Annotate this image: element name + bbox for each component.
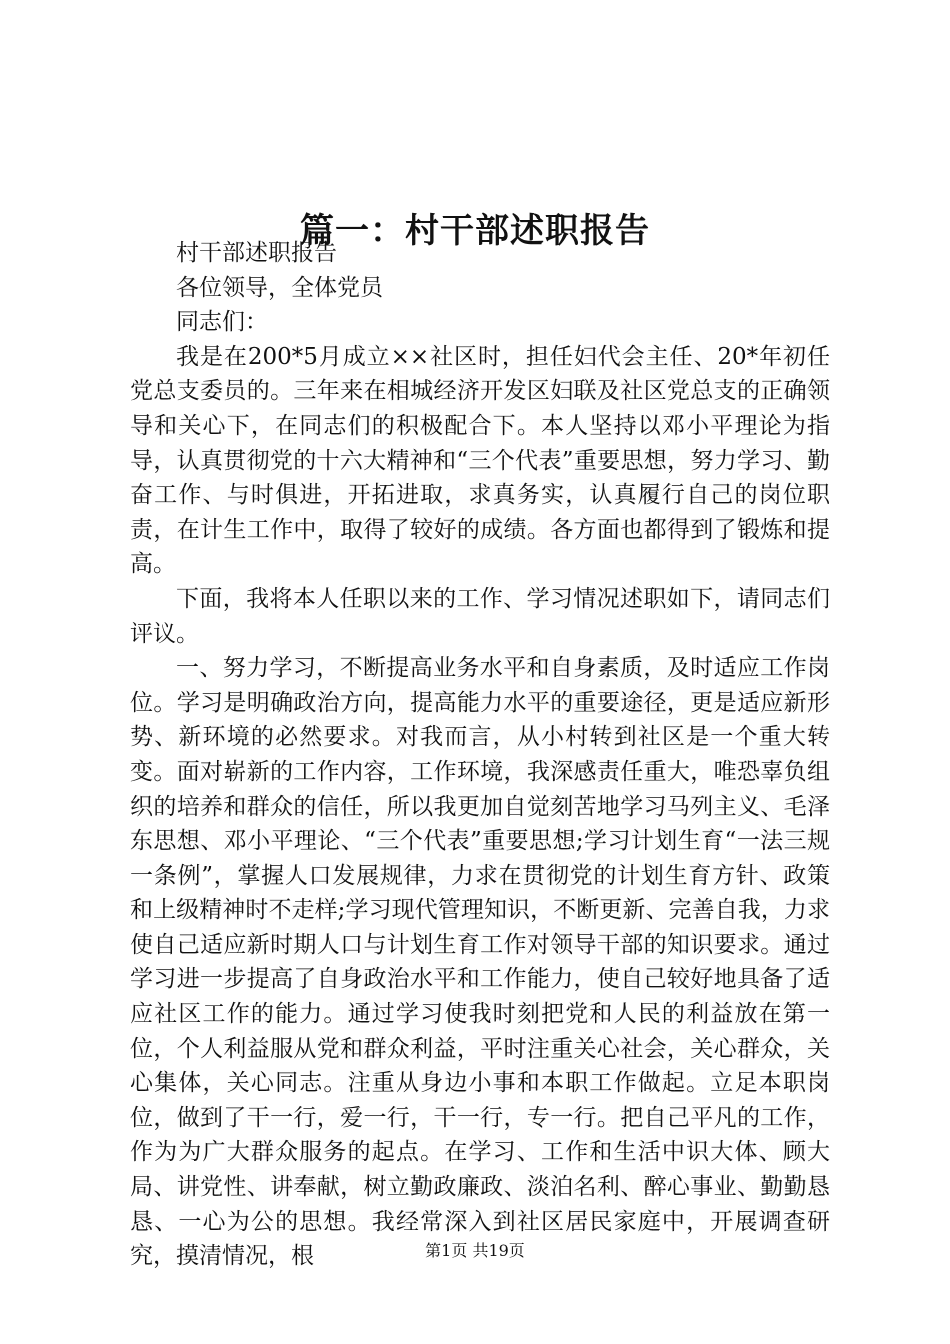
paragraph-intro: 我是在200*5月成立××社区时，担任妇代会主任、20*年初任党总支委员的。三年来在相城经济开发区妇联及社区党总支的正确领导和关心下，在同志们的积极配合下。本人坚持以邓小平理论为指导，认真贯彻党的十六大精神和“三个代表”重要思想，努力学习、勤奋工作、与时俱进，开拓进取，求真务实，认真履行自己的岗位职责，在计生工作中，取得了较好的成绩。各方面也都得到了锻炼和提高。 <box>130 343 830 578</box>
paragraph-salutation: 各位领导，全体党员 <box>176 274 383 301</box>
page-number-footer: 第1页 共19页 <box>425 1241 525 1260</box>
document-title: 篇一：村干部述职报告 <box>300 210 650 251</box>
document-body <box>130 236 830 1274</box>
paragraph-heading: 村干部述职报告 <box>176 240 337 266</box>
paragraph-transition: 下面，我将本人任职以来的工作、学习情况述职如下，请同志们评议。 <box>130 585 830 647</box>
paragraph-salutation-cont: 同志们： <box>176 309 268 336</box>
paragraph-section-one: 一、努力学习，不断提高业务水平和自身素质，及时适应工作岗位。学习是明确政治方向，提高能力水平的重要途径，更是适应新形势、新环境的必然要求。对我而言，从小村转到社区是一个重大转变。面对崭新的工作内容，工作环境，我深感责任重大，唯恐辜负组织的培养和群众的信任，所以我更加自觉刻苦地学习马列主义、毛泽东思想、邓小平理论、“三个代表”重要思想;学习计划生育“一法三规一条例”，掌握人口发展规律，力求在贯彻党的计划生育方针、政策和上级精神时不走样;学习现代管理知识，不断更新、完善自我，力求使自己适应新时期人口与计划生育工作对领导干部的知识要求。通过学习进一步提高了自身政治水平和工作能力，使自己较好地具备了适应社区工作的能力。通过学习使我时刻把党和人民的利益放在第一位，个人利益服从党和群众利益，平时注重关心社会，关心群众，关心集体，关心同志。注重从身边小事和本职工作做起。立足本职岗位，做到了干一行，爱一行，干一行，专一行。把自己平凡的工作，作为为广大群众服务的起点。在学习、工作和生活中识大体、顾大局、讲党性、讲奉献，树立勤政廉政、淡泊名利、醉心事业、勤勤恳恳、一心为公的思想。我经常深入到社区居民家庭中，开展调查研究，摸清情况，根 <box>130 655 830 1270</box>
